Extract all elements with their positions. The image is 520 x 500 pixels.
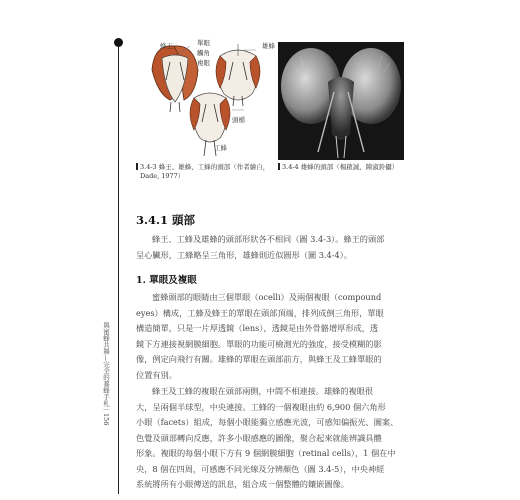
para-line: 系統將所有小眼傳送的訊息，組合成一個整體的鑲嵌圖像。 bbox=[136, 479, 349, 489]
figure-left-caption: 3.4-3 蜂王、雄蜂、工蜂的頭部（作者繪自， Dade, 1977） bbox=[136, 163, 276, 181]
caption-marker bbox=[136, 163, 138, 170]
worker-label: 工蜂 bbox=[214, 144, 227, 152]
subsection-heading: 1. 單眼及複眼 bbox=[136, 275, 197, 286]
ocelli-label: 單眼 bbox=[197, 39, 210, 47]
mandible-label: 頭楯 bbox=[232, 116, 245, 124]
para-line: 大，呈兩個半球型，中央連接。工蜂的一個複眼由約 6,900 個六角形 bbox=[136, 401, 386, 412]
antenna-label: 觸角 bbox=[197, 49, 210, 57]
drone-head-photo bbox=[278, 42, 404, 160]
worker-top-label: 雄蜂 bbox=[262, 42, 275, 50]
queen-head-drawing bbox=[152, 46, 198, 112]
compound-eye-label: 複眼 bbox=[197, 59, 210, 67]
para-line: 構造簡單，只是一片厚透鏡（lens），透鏡是由外骨骼增厚形成，透 bbox=[136, 323, 379, 333]
figure-right-caption: 3.4-4 雄蜂的頭部（楊啟誠、陳淑鈴攝） bbox=[278, 163, 418, 172]
para-line: 位置有別。 bbox=[136, 369, 177, 380]
section-intro bbox=[136, 232, 404, 263]
intro-line: 蜂王、工蜂及雄蜂的頭部形狀各不相同（圖 3.4-3）。蜂王的頭部 bbox=[152, 234, 385, 244]
para-line: eyes）構成，工蜂及蜂王的單眼在頭部頂端，排列成倒三角形，單眼 bbox=[136, 307, 384, 318]
paragraph-ocelli bbox=[136, 290, 404, 383]
para-line: 像，例定向飛行有關。雄蜂的單眼在頭部前方，與蜂王及工蜂單眼的 bbox=[136, 354, 382, 364]
page-spine-line bbox=[118, 42, 119, 494]
paragraph-compound-eyes-end bbox=[136, 477, 404, 493]
para-line: 央，8 個在四周，可感應不同光線及分辨顏色（圖 3.4-5），中央神經 bbox=[136, 463, 385, 474]
para-line: 色覺及頭部轉向反應，許多小眼感應的圖像，聚合起來就能辨識具體 bbox=[136, 432, 382, 443]
spine-bullet-dot bbox=[114, 38, 123, 47]
para-line: 蜜蜂頭部的眼睛由三個單眼（ocelli）及兩個複眼（compound bbox=[152, 292, 382, 302]
para-line: 小眼（facets）組成，每個小眼能獨立感應光波，可感知偏振光、圖案、 bbox=[136, 417, 399, 427]
queen-label: 蜂王 bbox=[160, 42, 173, 50]
running-sidebar: 與蜜蜂共舞—完全的養蜂手札｜156 bbox=[102, 322, 110, 426]
para-line: 形象。複眼的每個小眼下方有 9 個網膜細胞（retinal cells），1 個在中 bbox=[136, 448, 396, 458]
caption-marker bbox=[278, 163, 280, 170]
para-line: 鏡下方連接視網膜細胞。單眼的功能可檢測光的強度，接受模糊的影 bbox=[136, 338, 382, 349]
drone-head-photo-graphic bbox=[278, 42, 404, 160]
para-line: 蜂王及工蜂的複眼在頭部兩側，中間不相連接。雄蜂的複眼很 bbox=[152, 386, 374, 396]
paragraph-compound-eyes bbox=[136, 384, 404, 477]
section-heading: 3.4.1 頭部 bbox=[136, 213, 196, 227]
intro-line: 呈心臟形，工蜂略呈三角形，雄蜂則近似圓形（圖 3.4-4）。 bbox=[136, 249, 352, 260]
